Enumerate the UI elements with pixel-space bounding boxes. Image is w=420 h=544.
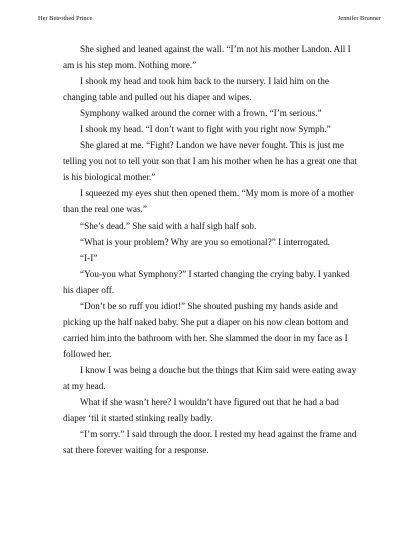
header-book-title: Her Betrothed Prince: [38, 15, 93, 22]
paragraph: What if she wasn’t here? I wouldn’t have figured out that he had a bad diaper ‘til it started stinking really badly.: [63, 397, 339, 424]
paragraph: “What is your problem? Why are you so emotional?” I interrogated.: [80, 236, 331, 247]
paragraph: I know I was being a douche but the things that Kim said were eating away at my head.: [63, 364, 357, 391]
running-header: [38, 15, 381, 23]
paragraph: “I’m sorry.” I said through the door. I rested my head against the frame and sat there forever waiting for a response.: [63, 429, 357, 456]
paragraph: “She’s dead.” She said with a half sigh half sob.: [80, 220, 257, 231]
body-text: [63, 41, 362, 458]
paragraph: “I-I”: [80, 252, 98, 263]
paragraph: I shook my head. “I don’t want to fight with you right now Symph.”: [80, 124, 331, 135]
header-author: Jennifer Brunner: [337, 15, 381, 22]
paragraph: “You-you what Symphony?” I started changing the crying baby. I yanked his diaper off.: [63, 268, 350, 295]
paragraph: “Don’t be so ruff you idiot!” She shouted pushing my hands aside and picking up the half naked baby. She put a diaper on his now clean bottom and carried him into the bathroom with her. She slammed the door in my face as I followed her.: [63, 300, 349, 359]
paragraph: I shook my head and took him back to the nursery. I laid him on the changing table and pulled out his diaper and wipes.: [63, 76, 329, 103]
paragraph: She glared at me. “Fight? Landon we have never fought. This is just me telling you not to tell your son that I am his mother when he has a great one that is his biological mother.”: [63, 140, 357, 183]
paragraph: She sighed and leaned against the wall. “I’m not his mother Landon. All I am is his step mom. Nothing more.”: [63, 44, 351, 71]
paragraph: I squeezed my eyes shut then opened them. “My mom is more of a mother than the real one was.”: [63, 188, 354, 215]
paragraph: Symphony walked around the corner with a frown. “I’m serious.”: [80, 108, 322, 119]
